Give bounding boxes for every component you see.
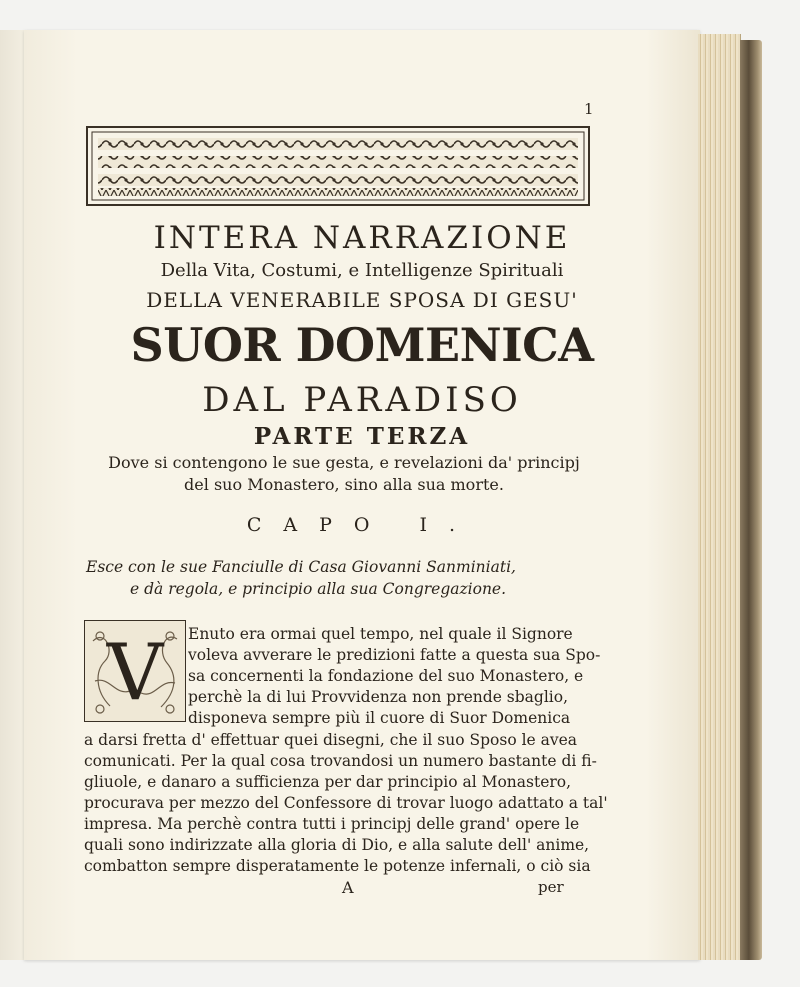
body-line-10: impresa. Ma perchè contra tutti i principj delle grand' opere le bbox=[84, 815, 580, 833]
body-line-9: procurava per mezzo del Confessore di trovar luogo adattato a tal' bbox=[84, 794, 608, 812]
body-line-11: quali sono indirizzate alla gloria di Dio, e alla salute dell' anime, bbox=[84, 836, 590, 854]
title-line-5: DAL PARADISO bbox=[202, 380, 522, 420]
decorative-headpiece bbox=[86, 126, 590, 206]
body-line-2: voleva avverare le predizioni fatte a questa sua Spo- bbox=[188, 646, 601, 664]
title-line-1: INTERA NARRAZIONE bbox=[153, 220, 571, 256]
chapter-summary-line-2: e dà regola, e principio alla sua Congregazione. bbox=[130, 580, 507, 598]
part-heading: PARTE TERZA bbox=[253, 423, 471, 450]
chapter-summary-line-1: Esce con le sue Fanciulle di Casa Giovanni Sanminiati, bbox=[86, 558, 516, 576]
fore-edge bbox=[698, 34, 741, 960]
body-line-12: combatton sempre disperatamente le potenze infernali, o ciò sia bbox=[84, 857, 591, 875]
body-line-6: a darsi fretta d' effettuar quei disegni, che il suo Sposo le avea bbox=[84, 731, 578, 749]
drop-cap-letter: V bbox=[106, 628, 164, 718]
body-line-3: sa concernenti la fondazione del suo Monastero, e bbox=[188, 667, 584, 685]
book-cover-edge bbox=[740, 40, 762, 960]
body-line-4: perchè la di lui Provvidenza non prende sbaglio, bbox=[188, 688, 569, 706]
page-number: 1 bbox=[584, 100, 594, 118]
body-line-1: Enuto era ormai quel tempo, nel quale il Signore bbox=[188, 625, 573, 643]
body-line-8: gliuole, e danaro a sufficienza per dar principio al Monastero, bbox=[84, 773, 572, 791]
drop-cap-flourish-icon bbox=[85, 621, 185, 721]
body-line-5: disponeva sempre più il cuore di Suor Domenica bbox=[188, 709, 571, 727]
catchword: per bbox=[538, 878, 564, 896]
signature-mark: A bbox=[342, 878, 354, 897]
drop-cap bbox=[84, 620, 186, 722]
title-line-3: DELLA VENERABILE SPOSA DI GESU' bbox=[146, 288, 578, 312]
body-line-7: comunicati. Per la qual cosa trovandosi un numero bastante di fi- bbox=[84, 752, 597, 770]
subtitle-line-2: del suo Monastero, sino alla sua morte. bbox=[184, 475, 504, 494]
chapter-heading: CAPO I. bbox=[246, 514, 478, 536]
title-line-4: SUOR DOMENICA bbox=[130, 318, 594, 372]
book-page bbox=[24, 30, 700, 960]
subtitle-line-1: Dove si contengono le sue gesta, e revelazioni da' principj bbox=[108, 453, 580, 472]
title-line-2: Della Vita, Costumi, e Intelligenze Spirituali bbox=[160, 260, 564, 281]
